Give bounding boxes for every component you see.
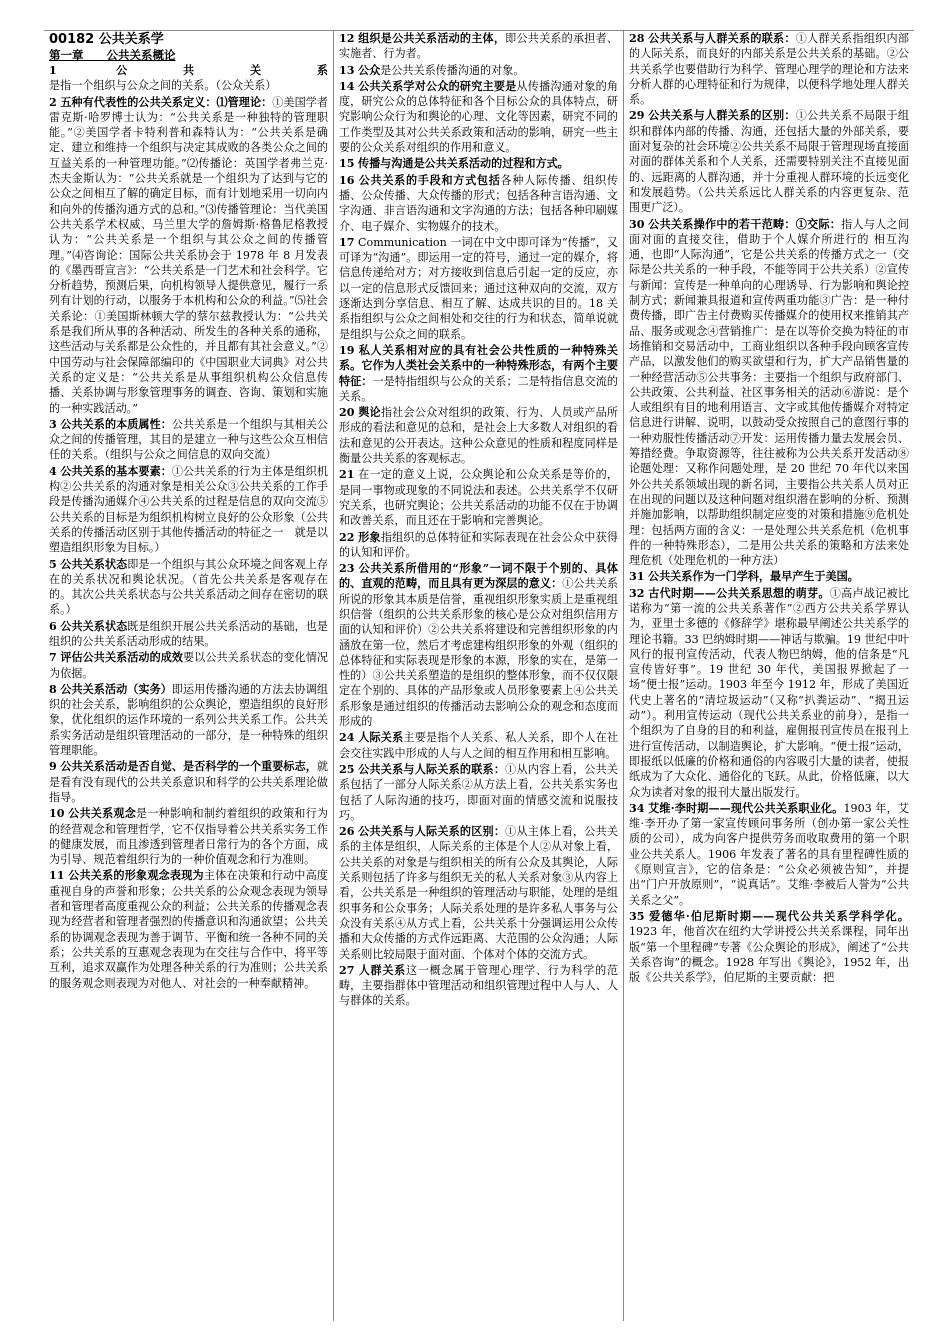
paragraph-number: 30 [629, 217, 645, 231]
paragraph-heading: 公共关系与人际关系的区别： [358, 825, 506, 839]
paragraph-heading: 公共关系操作中的若干范畴：①交际： [648, 217, 842, 231]
paragraph-text: 主体在决策和行动中高度重视自身的声誉和形象；公共关系的公众观念表现为领导者和管理者高度重视公众的利益；公共关系的传播观念表现为经营者和管理者强烈的传播意识和沟通欲望；公共关系的协调观念表现为善于调节、平衡和统一各种不同的关系；公共关系的互惠观念表现为在交往与合作中，将平等互利，追求双赢作为处理各种关系的行为准则；公共关系的服务观念则表现为对他人、对社会的一种奉献精神。 [49, 869, 328, 990]
paragraph-heading: 古代时期——公共关系思想的萌芽。 [648, 586, 830, 600]
paragraph [339, 173, 618, 234]
paragraph-text: ①高卢战记被比诺称为“第一流的公共关系著作”②西方公共关系学界认为，亚里士多德的《修辞学》堪称最早阐述公共关系学的理论书籍。33 巴纳姆时期——神话与欺骗。19 世纪中叶风行的报刊宣传活动，代表人物巴纳姆，他的信条是“凡宣传皆好事”。19 世纪 30 年代，美国报界掀起了一场“便士报”运动。1903 年至今 1912 年，形成了美国近代史上著名的“清垃圾运动”（又称“扒粪运动”、“揭丑运动”）。利用宣传运动（现代公共关系业的前身），是指一个组织为了自身的目的和利益，雇佣报刊宣传员在报刊上进行宣传活动，以制造舆论，扩大影响。“便士报”运动，即报纸以低廉的价格和通俗的内容吸引大量的读者，使报纸成为了大众化、通俗化的飞跃。从此，价格低廉，以大众为读者对象的报刊大量出版发行。 [629, 586, 909, 799]
paragraph-text: 公共关系是一个组织与其相关公众之间的传播管理，其目的是建立一种与这些公众互相信任的关系。（组织与公众之间信息的双向交流） [49, 417, 328, 462]
paragraph-heading: 公共关系的形象观念表现为 [68, 869, 204, 883]
column-1-body [49, 63, 328, 991]
paragraph-number: 26 [339, 825, 355, 839]
paragraph-number: 21 [339, 468, 355, 482]
paragraph-text: ①人群关系指组织内部的人际关系，而良好的内部关系是公共关系的基础。②公共关系学也要借助行为科学、管理心理学的理论和方法来分析人群的心理特征和行为规律，以便科学地处理人群关系。 [629, 32, 909, 107]
paragraph-text: 即运用传播沟通的方法去协调组织的社会关系，影响组织的公众舆论，塑造组织的良好形象，优化组织的运作环境的一系列公共关系工作。公共关系实务活动是组织管理活动的一部分，是一种特殊的组织管理职能。 [49, 682, 328, 758]
paragraph [49, 650, 328, 681]
paragraph-number: 3 [49, 417, 57, 431]
paragraph-text: 1923 年，他首次在纽约大学讲授公共关系课程，同年出版“第一个里程碑”专著《公众舆论的形成》，阐述了“公共关系咨询”的概念。1928 年写出《舆论》，1952 年，出版《公共关系学》，伯尼斯的主要贡献：把 [629, 925, 909, 985]
paragraph [49, 63, 328, 94]
paragraph-text: 要以公共关系状态的变化情况为依据。 [49, 651, 328, 680]
paragraph-number: 13 [339, 63, 355, 77]
paragraph-number: 8 [49, 682, 57, 696]
paragraph-number: 7 [49, 651, 57, 665]
paragraph-text: 从传播沟通对象的角度，研究公众的总体特征和各个目标公众的具体特点，研究影响公众行为和舆论的心理、文化等因素，研究不同的工作类型及其对公共关系政策和活动的影响，研究一些主要的公众关系对组织的作用和意义。 [339, 79, 618, 155]
paragraph-heading: 人群关系 [358, 963, 406, 977]
paragraph [49, 464, 328, 556]
paragraph-text: 指社会公众对组织的政策、行为、人员或产品所形成的看法和意见的总和，是社会上大多数人对组织的看法和意见的公开表达。这种公众意见的性质和程度同样是衡量公共关系的客观标志。 [339, 406, 618, 466]
paragraph-heading: 人际关系 [358, 731, 404, 745]
paragraph [49, 619, 328, 650]
paragraph [629, 801, 909, 908]
paragraph [339, 824, 618, 962]
paragraph-heading: 公共关系的手段和方式包括 [358, 173, 501, 187]
paragraph-text: 是公共关系传播沟通的对象。 [380, 63, 525, 77]
paragraph [49, 557, 328, 618]
paragraph-text: 这一概念属于管理心理学、行为科学的范畴，主要指群体中管理活动和组织管理过程中人与人、人与群体的关系。 [339, 963, 618, 1008]
paragraph-text: 主要是指个人关系、私人关系，即个人在社会交往实践中形成的人与人之间的相互作用和相互影响。 [339, 731, 618, 760]
paragraph-number: 9 [49, 760, 57, 774]
paragraph [339, 405, 618, 466]
paragraph [339, 156, 618, 171]
paragraph-number: 12 [339, 32, 355, 45]
column-3-body [629, 31, 909, 985]
paragraph-number: 35 [629, 909, 645, 923]
column-3 [624, 31, 914, 1321]
paragraph-heading: 公共关系的本质属性： [60, 417, 172, 431]
paragraph [629, 217, 909, 569]
paragraph-text: 指组织的总体特征和实际表现在社会公众中获得的认知和评价。 [339, 530, 618, 559]
paragraph-heading: 传播与沟通是公共关系活动的过程和方式。 [357, 157, 569, 171]
paragraph-heading: 公共关系状态 [60, 557, 128, 571]
paragraph-text: 一是特指组织与公众的关系；二是特指信息交流的关系。 [339, 374, 618, 403]
paragraph-number: 6 [49, 619, 57, 633]
paragraph-heading: 公共关系学对公众的研究主要是 [358, 79, 517, 93]
paragraph-number: 4 [49, 464, 57, 478]
paragraph-text: 1903 年，艾维·李开办了第一家宣传顾问事务所（创办第一家公关性质的公司），成为向客户提供劳务而收取费用的第一个职业公共关系人。1906 年发表了著名的具有里程碑性质的《原则宣言》，它的信条是：“公众必须被告知”，并提出“门户开放原则”，“说真话”。艾维·李被后人誉为“公共关系之父”。 [629, 801, 909, 907]
paragraph-heading: 形象 [358, 530, 381, 544]
paragraph [49, 806, 328, 867]
paragraph [629, 108, 909, 215]
paragraph [49, 759, 328, 805]
column-2 [334, 31, 624, 1321]
paragraph-text: ①公共关系的行为主体是组织机构②公共关系的沟通对象是相关公众③公共关系的工作手段是传播沟通媒介④公共关系的过程是信息的双向交流⑤公共关系的目标是为组织机构树立良好的公众形象（公共关系的传播活动区别于其他传播活动的特征之一 就是以塑造组织形象为目标。） [49, 464, 328, 555]
paragraph-heading: 公众 [357, 63, 381, 77]
paragraph-text: 是指一个组织与公众之间的关系。（公众关系） [49, 79, 277, 93]
paragraph-number: 5 [49, 557, 57, 571]
paragraph-number: 2 [49, 95, 57, 109]
paragraph-number: 29 [629, 109, 645, 123]
paragraph-number: 10 [49, 807, 65, 821]
paragraph-heading: 公共关系活动是否自觉、是否科学的一个重要标志， [60, 760, 317, 774]
paragraph [49, 417, 328, 463]
paragraph-heading: 公共关系所借用的“形象”一词不限于个别的、具体的、直观的范畴，而且具有更为深层的意义： [339, 562, 619, 591]
paragraph-heading: 组织是公共关系活动的主体， [358, 32, 506, 45]
paragraph-text: 既是组织开展公共关系活动的基础，也是组织的公共关系活动形成的结果。 [49, 619, 328, 648]
paragraph-number: 11 [49, 869, 65, 883]
paragraph [339, 762, 618, 823]
document-title: 00182 公共关系学 [49, 32, 164, 47]
paragraph-text: 指人与人之间面对面的直接交往，借助于个人媒介所进行的 相互沟通，也即“人际沟通”，它是公共关系的传播方式之一（交际是公共关系的一种手段，不能等同于公共关系）②宣传与新闻：宣传是一种单向的心理诱导、行为影响和舆论控制方式；新闻兼具报道和宣传两重功能③广告：是一种付费传播，即广告主付费购买传播媒介的使用权来推销其产品、服务或观念④营销推广：是在以等价交换为特征的市场推销和交易活动中，工商业组织以各种手段向顾客宣传产品，以激发他们的购买欲望和行为，扩大产品销售量的一种经营活动⑤公共事务：主要指一个组织与政府部门、公共政策、公共利益、社区事务相关的活动⑥游说：是个人或组织有目的地利用语言、文字或其他传播媒介对特定信息进行讲解、说明，以鼓动受众按照自己的意图行事的一种劝服性传播活动⑦开发：运用传播力量去发展会员、筹措经费。争取资源等，往往被称为公共关系开发活动⑧论题处理：又称作问题处理，是 20 世纪 70 年代以来国外公共关系领域出现的新名词，主要指公共关系人员对正在出现的问题以及这种问题对组织潜在影响的分析、预测并施加影响，以帮助组织制定应变的对策和措施⑨危机处理：包括两方面的含义：一是处理公共关系危机（危机事件的一种特殊形态），二是用公共关系的策略和方法来处理危机（处理危机的一种方法） [629, 217, 909, 568]
paragraph-heading: 公共关系状态 [60, 619, 128, 633]
paragraph-number: 27 [339, 963, 355, 977]
paragraph [339, 561, 618, 729]
paragraph-heading: 公共关系与人群关系的区别： [648, 109, 796, 123]
paragraph-heading: 公共关系与人群关系的联系： [648, 32, 796, 45]
paragraph [629, 909, 909, 985]
paragraph-number: 19 [339, 343, 355, 357]
paragraph-heading: 艾维·李时期——现代公共关系职业化。 [648, 801, 844, 815]
paragraph-number: 20 [339, 406, 355, 420]
paragraph [49, 95, 328, 416]
paragraph-text: 在一定的意义上说，公众舆论和公众关系是等价的，是同一事物或现象的不同说法和表述。公共关系学不仅研究关系，也研究舆论；公共关系活动的功能不仅在于协调和改善关系，而且还在于影响和完善舆论。 [339, 468, 618, 528]
paragraph [339, 730, 618, 761]
paragraph-number: 24 [339, 731, 355, 745]
document-page [44, 30, 914, 1321]
paragraph-number: 22 [339, 530, 355, 544]
paragraph-text: 各种人际传播、组织传播、公众传播、大众传播的形式；包括各种言语沟通、文字沟通、非言语沟通和文字沟通的方法；包括各种印刷媒介、电子媒介、实物媒介的技术。 [339, 173, 618, 233]
paragraph [339, 963, 618, 1009]
paragraph [339, 235, 618, 342]
paragraph-heading: 公共关系活动（实务） [60, 682, 172, 696]
column-1 [44, 31, 334, 1321]
paragraph-heading: 爱德华·伯尼斯时期——现代公共关系学科学化。 [649, 909, 909, 923]
paragraph-heading: 五种有代表性的公共关系定义：⑴管理论： [60, 95, 273, 109]
paragraph-heading: 公共关系 [116, 64, 328, 77]
paragraph-heading: 公共关系的基本要素： [60, 464, 172, 478]
paragraph [339, 467, 618, 528]
paragraph-number: 16 [339, 173, 355, 187]
paragraph-text: ①公共关系不局限于组织和群体内部的传播、沟通，还包括大量的外部关系，要面对复杂的社会环境②公共关系不局限于管理现场直接面对面的群体关系和个人关系，还需要特别关注不直接见面的、远距离的人群沟通，并十分重视人群环境的长远变化和发展趋势。（公共关系远比人群关系的内容更复杂、范围更广泛）。 [629, 109, 909, 215]
paragraph [629, 31, 909, 107]
paragraph-number: 1 [49, 64, 57, 77]
paragraph-text: 就是看有没有现代的公共关系意识和科学的公共关系理论做指导。 [49, 760, 328, 804]
paragraph-number: 25 [339, 762, 355, 776]
paragraph [339, 63, 618, 78]
paragraph-number: 23 [339, 562, 355, 576]
paragraph [339, 530, 618, 561]
paragraph-text: ①公共关系所说的形象其本质是信誉，重视组织形象实质上是重视组织信誉（组织的公共关系形象的核心是公众对组织信用方面的认知和评价）②公共关系将建设和完善组织形象的内涵放在第一位，然后才考虑建构组织形象的外观（组织的总体特征和实际表现是形象的本源，形象的实在，是第一性的）③公共关系塑造的是组织的整体形象，而不仅仅限定在个别的、具体的产品形象或人员形象要素上④公共关系形象是通过组织的传播活动去影响公众的观念和态度而形成的 [339, 577, 618, 729]
paragraph-text: ①从主体上看，公共关系的主体是组织，人际关系的主体是个人②从对象上看，公共关系的对象是与组织相关的所有公众及其舆论，人际关系则包括了许多与组织无关的私人关系对象③从内容上看，公共关系是一种组织的管理活动与职能，处理的是组织事务和公众事务；人际关系处理的是许多私人事务与公众没有关系④从方式上看，公共关系十分强调运用公众传播和大众传播的方式作远距离、大范围的公众沟通；人际关系则比较局限于面对面、个体对个体的交流方式。 [339, 825, 618, 961]
paragraph-heading: 评估公共关系活动的成效 [60, 651, 184, 665]
paragraph-number: 28 [629, 32, 645, 45]
chapter-heading: 第一章 公共关系概论 [49, 48, 176, 62]
paragraph-text: 即是一个组织与其公众环境之间客观上存在的关系状况和舆论状况。（首先公共关系是客观存在的。其次公共关系状态与公共关系活动之间存在密切的联系。） [49, 557, 328, 617]
paragraph [49, 868, 328, 990]
paragraph-number: 32 [629, 586, 645, 600]
paragraph-text: 是一种影响和制约着组织的政策和行为的经营观念和管理哲学，它不仅指导着公共关系实务工作的健康发展，而且渗透到管理者日常行为的各个方面，成为引导、规范着组织行为的一种价值观念和行为准则。 [49, 807, 328, 867]
paragraph-number: 31 [629, 570, 645, 584]
paragraph-heading: 公共关系与人际关系的联系： [358, 762, 506, 776]
paragraph-heading: 公共关系作为一门学科，最早产生于美国。 [647, 570, 859, 584]
paragraph-text: ①从内容上看，公共关系包括了一部分人际关系②从方法上看，公共关系实务也包括了人际沟通的技巧，即面对面的情感交流和说服技巧。 [339, 762, 618, 822]
paragraph [49, 682, 328, 758]
paragraph [629, 586, 909, 800]
paragraph-number: 17 [339, 235, 355, 249]
paragraph [629, 569, 909, 584]
paragraph-number: 15 [339, 157, 355, 171]
paragraph [339, 343, 618, 404]
paragraph-text: Communication 一词在中文中即可译为“传播”，又可译为“沟通”。即运用一定的符号，通过一定的媒介，将信息传递给对方；对方接收到信息后引起一定的反应，亦以一定的信息形式反馈回来；通过这种双向的交流，双方逐渐达到分享信息、相互了解、达成共识的目的。18 关系指组织与公众之间相处和交往的行为和状态，简单说就是组织与公众之间的联系。 [339, 235, 618, 341]
paragraph [339, 31, 618, 62]
paragraph-text: ①美国学者雷克斯·哈罗博士认为：“公共关系是一种独特的管理职能。”②美国学者卡特利普和森特认为：“公共关系是确定、建立和维持一个组织与决定其成败的各类公众之间的互益关系的一种管理功能。”⑵传播论：英国学者弗兰克·杰夫金斯认为：“公共关系就是一个组织为了达到与它的公众之间相互了解的确定目标，而有计划地采用一切向内和向外的传播沟通方式的总和。”⑶传播管理论：当代美国公共关系学术权威、马兰里大学的詹姆斯·格鲁尼格教授认为：“公共关系是一个组织与其公众之间的传播管理。”⑷咨询论：国际公共关系协会于 1978 年 8 月发表的《墨西哥宣言》：“公共关系是一门艺术和社会科学。它分析趋势，预测后果，向机构领导人提供意见，履行一系列有计划的行动，以服务于本机构和公众的利益。”⑸社会关系论：①美国斯林顿大学的蔡尔兹教授认为：“公共关系是我们所从事的各种活动、所发生的各种关系的通称，这些活动与关系都是公众性的，并且都有其社会意义。”②中国劳动与社会保障部编印的《中国职业大词典》对公共关系的定义是：“公共关系是从事组织机构公众信息传播、关系协调与形象管理事务的调查、咨询、策划和实施的一种实践活动。” [49, 95, 328, 415]
paragraph-number: 14 [339, 79, 355, 93]
column-2-body [339, 31, 618, 1009]
paragraph-heading: 公共关系观念 [68, 807, 137, 821]
paragraph [339, 79, 618, 155]
paragraph-number: 34 [629, 801, 645, 815]
paragraph-heading: 私人关系相对应的具有社会公共性质的一种特殊关系。它作为人类社会关系中的一种特殊形态，有两个主要特征： [339, 343, 618, 388]
paragraph-text: 即公共关系的承担者、实施者、行为者。 [339, 32, 618, 61]
paragraph-heading: 舆论 [358, 406, 381, 420]
